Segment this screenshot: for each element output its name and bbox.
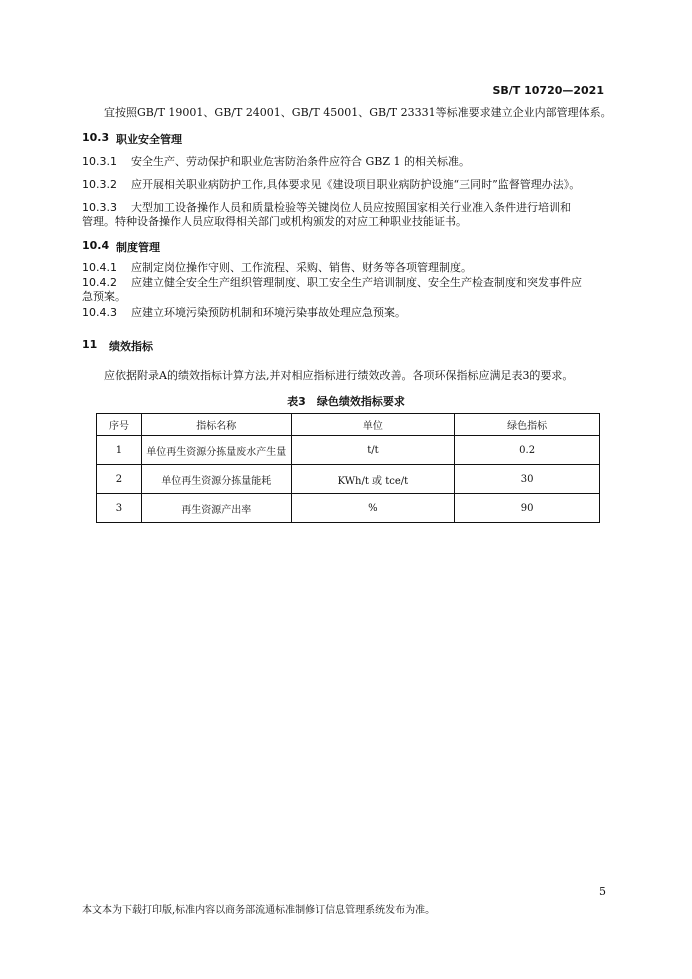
standard-code: SB/T 10720—2021: [492, 84, 604, 97]
table-row: [97, 436, 600, 465]
performance-table: [96, 413, 600, 523]
footer-note: 本文本为下载打印版,标准内容以商务部流通标准制修订信息管理系统发布为准。: [82, 905, 436, 916]
clause-text: 应开展相关职业病防护工作,具体要求见《建设项目职业病防护设施“三同时”监督管理办法》。: [131, 178, 581, 191]
header-cell: 单位: [291, 414, 455, 436]
section-paragraph: 应依据附录A的绩效指标计算方法,并对相应指标进行绩效改善。各项环保指标应满足表3的要求。: [104, 369, 574, 382]
clause-number: 10.3.2: [82, 178, 117, 191]
section-number: 10.3: [82, 131, 110, 144]
clause-number: 10.4.1: [82, 261, 117, 274]
table-cell: 0.2: [455, 436, 600, 465]
table-caption: 表3 绿色绩效指标要求: [287, 395, 405, 408]
clause-number: 10.3.3: [82, 201, 117, 214]
table-cell: t/t: [291, 436, 455, 465]
table-cell: 2: [97, 465, 142, 494]
table-cell: 单位再生资源分拣量废水产生量: [141, 436, 291, 465]
table-cell: 90: [455, 494, 600, 523]
section-number: 11: [82, 338, 98, 351]
header-cell: 绿色指标: [455, 414, 600, 436]
table-cell: KWh/t 或 tce/t: [291, 465, 455, 494]
table-row: [97, 494, 600, 523]
clause-text: 应建立健全安全生产组织管理制度、职工安全生产培训制度、安全生产检查制度和突发事件应: [131, 276, 582, 289]
intro-line: 宜按照GB/T 19001、GB/T 24001、GB/T 45001、GB/T 23331等标准要求建立企业内部管理体系。: [104, 106, 612, 119]
table-cell: 3: [97, 494, 142, 523]
header-cell: 指标名称: [141, 414, 291, 436]
clause-text: 安全生产、劳动保护和职业危害防治条件应符合 GBZ 1 的相关标准。: [131, 155, 470, 168]
clause-text-continued: 管理。特种设备操作人员应取得相关部门或机构颁发的对应工种职业技能证书。: [82, 215, 467, 228]
clause-number: 10.4.2: [82, 276, 117, 289]
header-cell: 序号: [97, 414, 142, 436]
clause-text: 大型加工设备操作人员和质量检验等关键岗位人员应按照国家相关行业准入条件进行培训和: [131, 201, 571, 214]
clause-text: 应建立环境污染预防机制和环境污染事故处理应急预案。: [131, 306, 406, 319]
clause-number: 10.4.3: [82, 306, 117, 319]
table-cell: %: [291, 494, 455, 523]
section-title: 制度管理: [116, 241, 160, 254]
table-cell: 30: [455, 465, 600, 494]
clause-text-continued: 急预案。: [82, 290, 126, 303]
clause-number: 10.3.1: [82, 155, 117, 168]
section-number: 10.4: [82, 239, 110, 252]
table-cell: 再生资源产出率: [141, 494, 291, 523]
table-cell: 1: [97, 436, 142, 465]
table-row: [97, 465, 600, 494]
page-number: 5: [599, 885, 606, 898]
table-header-row: [97, 414, 600, 436]
clause-text: 应制定岗位操作守则、工作流程、采购、销售、财务等各项管理制度。: [131, 261, 472, 274]
table-cell: 单位再生资源分拣量能耗: [141, 465, 291, 494]
section-title: 职业安全管理: [116, 133, 182, 146]
section-title: 绩效指标: [109, 340, 153, 353]
